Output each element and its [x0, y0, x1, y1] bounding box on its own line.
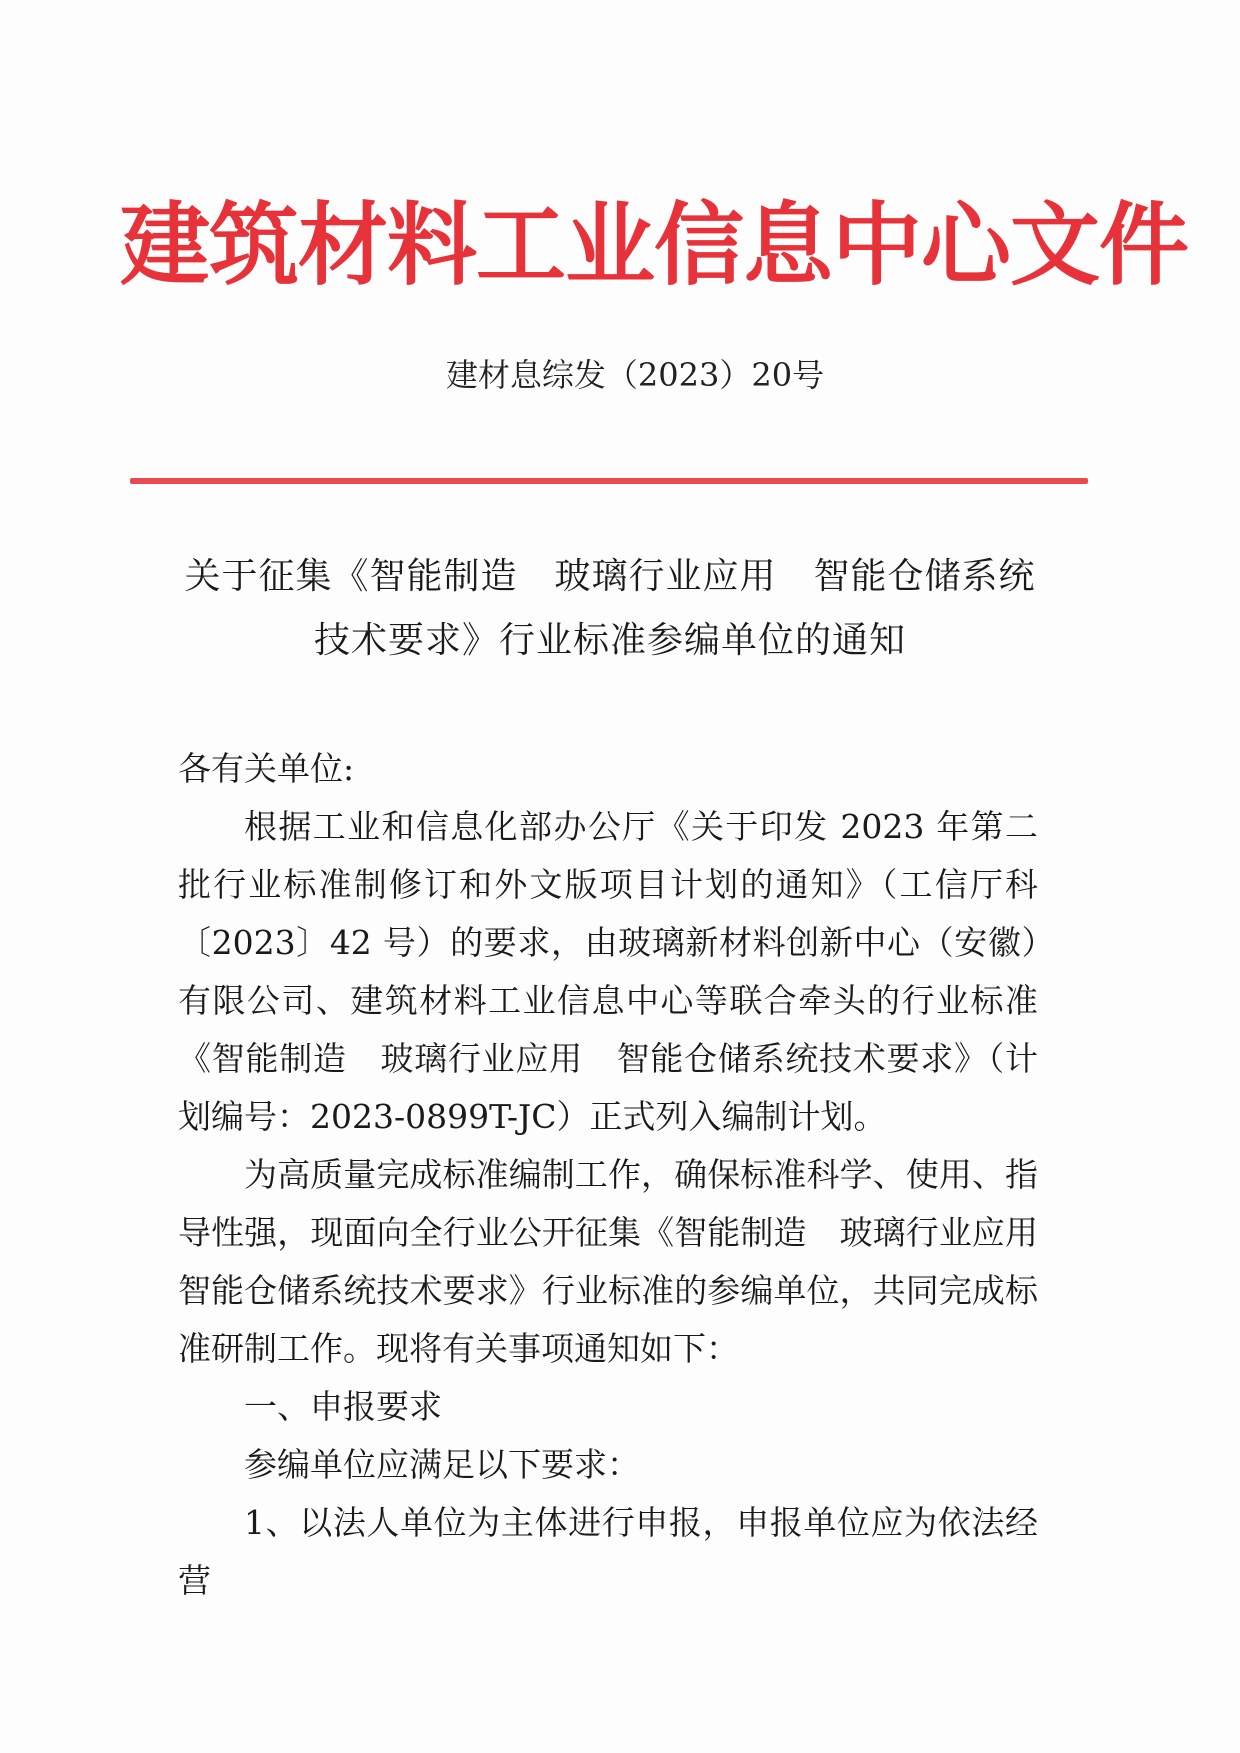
notice-body — [178, 740, 1071, 1610]
document-number: 建材息综发（2023）20号 — [445, 356, 825, 394]
requirements-intro: 参编单位应满足以下要求： — [244, 1445, 640, 1484]
notice-title — [150, 545, 1070, 673]
org-title: 建筑材料工业信息中心文件 — [120, 192, 1188, 298]
paragraph-purpose: 为高质量完成标准编制工作，确保标准科学、使用、指导性强，现面向全行业公开征集《智能制造 玻璃行业应用 智能仓储系统技术要求》行业标准的参编单位，共同完成标准研制工作。现将有关事项通知如下： — [178, 1155, 1071, 1368]
salutation: 各有关单位: — [178, 749, 355, 788]
red-divider — [130, 478, 1088, 484]
requirement-item-1: 1、以法人单位为主体进行申报，申报单位应为依法经营 — [178, 1503, 1038, 1600]
section-heading-requirements: 一、申报要求 — [244, 1387, 442, 1426]
paragraph-basis: 根据工业和信息化部办公厅《关于印发 2023 年第二批行业标准制修订和外文版项目计划的通知》（工信厅科〔2023〕42 号）的要求，由玻璃新材料创新中心（安徽）有限公司、建筑材料工业信息中心等联合牵头的行业标准《智能制造 玻璃行业应用 智能仓储系统技术要求》（计划编号：2023-0899T-JC）正式列入编制计划。 — [178, 807, 1038, 1136]
notice-title-line-2: 技术要求》行业标准参编单位的通知 — [313, 620, 906, 661]
notice-title-line-1: 关于征集《智能制造 玻璃行业应用 智能仓储系统 — [184, 556, 1036, 597]
